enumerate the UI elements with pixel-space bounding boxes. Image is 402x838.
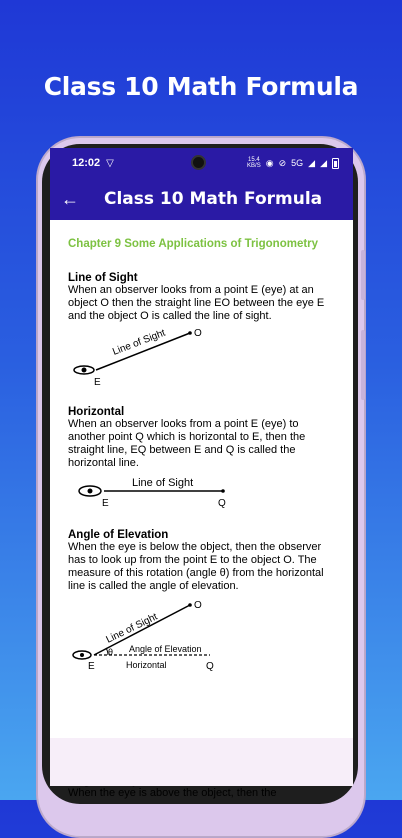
status-bar <box>50 148 353 178</box>
section-title: Horizontal <box>68 406 125 418</box>
phone-screen <box>50 148 353 799</box>
speed-unit: KB/S <box>247 163 261 169</box>
section-line-of-sight <box>68 272 335 392</box>
point-q-label: Q <box>218 498 226 509</box>
angle-label: Angle of Elevation <box>129 644 202 654</box>
section-body: When an observer looks from a point E (eye) to another point Q which is horizontal to E, then the straight line, EQ between E and Q is called the horizontal line. <box>68 418 306 469</box>
line-of-sight-diagram <box>68 329 268 387</box>
section-body: When the eye is below the object, then the observer has to look up from the point E to the object O. The measure of this rotation (angle θ) from the horizontal line is called the angle of elevation. <box>68 541 324 592</box>
theta-label: θ <box>108 647 114 657</box>
los-label: Line of Sight <box>104 611 160 646</box>
section-body: When an observer looks from a point E (eye) at an object O then the straight line EO between the eye E and the object O is called the line of sight. <box>68 284 325 322</box>
alarm-icon: ⊘ <box>278 157 287 168</box>
los-label: Line of Sight <box>132 477 194 489</box>
signal-icon-2: ◢ <box>320 157 327 168</box>
horizontal-diagram <box>68 476 268 510</box>
battery-icon <box>332 158 339 169</box>
formula-content[interactable] <box>50 220 353 758</box>
section-title: Angle of Elevation <box>68 529 169 541</box>
signal-icon: ◢ <box>308 157 316 168</box>
network-speed <box>247 157 261 169</box>
status-time: 12:02 <box>72 157 101 169</box>
los-label: Line of Sight <box>111 327 167 358</box>
camera-hole <box>191 155 206 170</box>
point-o-label: O <box>194 328 202 339</box>
wifi-icon: ◉ <box>265 157 274 168</box>
section-angle-of-elevation <box>68 529 335 682</box>
section-horizontal <box>68 406 335 515</box>
app-bar <box>50 178 353 220</box>
app-title: Class 10 Math Formula <box>104 189 323 209</box>
network-type: 5G <box>291 158 304 168</box>
horizontal-label: Horizontal <box>126 660 167 670</box>
vpn-icon: ▽ <box>106 157 114 169</box>
chapter-title: Chapter 9 Some Applications of Trigonometry <box>68 238 319 250</box>
side-button-power <box>361 330 365 400</box>
section-title: Line of Sight <box>68 272 138 284</box>
point-e-label: E <box>88 661 95 672</box>
section-body: When the eye is above the object, then the <box>68 787 277 799</box>
point-q-label: Q <box>206 661 214 672</box>
angle-of-elevation-diagram <box>68 599 268 677</box>
speed-value: 15.4 <box>248 157 260 163</box>
back-arrow-icon[interactable]: ← <box>61 188 79 209</box>
side-button-volume <box>361 250 365 300</box>
point-o-label: O <box>194 600 202 611</box>
point-e-label: E <box>94 377 101 388</box>
promo-title: Class 10 Math Formula <box>43 72 359 101</box>
bottom-nav-area <box>50 738 353 786</box>
point-e-label: E <box>102 498 109 509</box>
